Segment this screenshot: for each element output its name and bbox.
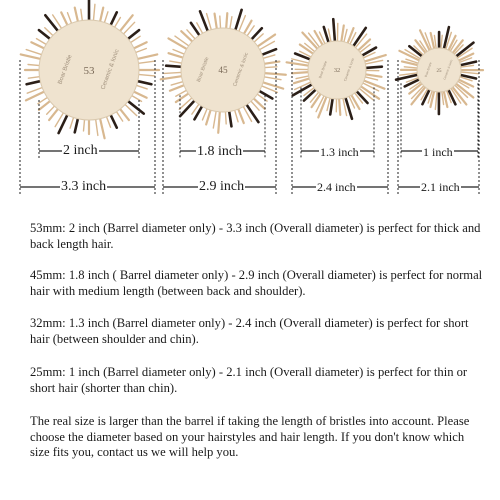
- bristle-tuft: [191, 23, 201, 37]
- bristle-tuft: [243, 21, 252, 36]
- bristle-tuft: [59, 113, 69, 133]
- barrel-size-number: 32: [333, 67, 341, 75]
- bristle-tuft: [93, 4, 95, 22]
- bristle-tuft: [226, 13, 227, 30]
- barrel-engraving: Boar Bristle: [195, 56, 211, 83]
- bristle-tuft: [364, 74, 382, 77]
- bristle-tuft: [459, 72, 479, 74]
- brush-3: [287, 19, 388, 194]
- brush-3-barrel-label: 1.3 inch: [320, 145, 359, 159]
- bristle-tuft: [166, 66, 183, 67]
- bristle-tuft: [339, 97, 340, 115]
- bristle-tuft: [176, 93, 190, 103]
- bristle-tuft: [137, 74, 155, 76]
- barrel-size-number: 45: [218, 65, 228, 76]
- bristle-tuft: [263, 62, 280, 65]
- brush-1-overall-label: 3.3 inch: [61, 179, 107, 194]
- brush-4: [396, 27, 483, 194]
- brush-3-overall-label: 2.4 inch: [317, 180, 356, 194]
- bristle-tuft: [260, 49, 276, 55]
- bristle-tuft: [364, 67, 382, 68]
- barrel-size-number: 25: [436, 68, 442, 74]
- description-45mm: 45mm: 1.8 inch ( Barrel diameter only) - 2.9 inch (Overall diameter) is perfect for normal hair with medium length (between back and shoulder).: [30, 268, 483, 298]
- description-32mm: 32mm: 1.3 inch (Barrel diameter only) - 2.4 inch (Overall diameter) is perfect for short hair (between shoulder and chin).: [30, 316, 469, 346]
- bristle-tuft: [21, 54, 42, 59]
- barrel-size-number: 53: [83, 64, 95, 77]
- bristle-tuft: [238, 107, 244, 123]
- brush-4-barrel-label: 1 inch: [423, 145, 453, 159]
- bristle-tuft: [95, 118, 97, 136]
- bristle-tuft: [170, 85, 186, 91]
- barrel-engraving: Ceramic & Ionic: [442, 59, 454, 81]
- barrel-engraving: Boar Bristle: [57, 54, 74, 86]
- bristle-tuft: [258, 90, 273, 99]
- brush-2-barrel-label: 1.8 inch: [197, 144, 243, 159]
- bristle-tuft: [218, 110, 220, 133]
- bristle-tuft: [333, 19, 335, 43]
- barrel-engraving: Boar Bristle: [318, 60, 328, 79]
- bristle-tuft: [194, 105, 203, 120]
- bristle-tuft: [100, 117, 105, 138]
- brush-4-overall-label: 2.1 inch: [421, 180, 460, 194]
- bristle-tuft: [341, 26, 344, 44]
- size-note: The real size is larger than the barrel if taking the length of bristles into account. Please choose the diameter based on your hairstyles and hair length. If you don't know which size fits you, contact us we will help you.: [30, 414, 470, 459]
- barrel-engraving: Ceramic & Ionic: [232, 51, 250, 88]
- description-53mm: 53mm: 2 inch (Barrel diameter only) - 3.3 inch (Overall diameter) is perfect for thick and back length hair.: [30, 221, 481, 251]
- bristle-tuft: [164, 72, 183, 73]
- bristle-tuft: [330, 97, 333, 115]
- bristle-tuft: [292, 72, 310, 73]
- bristle-tuft: [262, 77, 281, 80]
- bristle-tuft: [258, 41, 274, 50]
- bristle-tuft: [137, 61, 155, 63]
- barrel-engraving: Boar Bristle: [423, 61, 433, 78]
- bristle-tuft: [122, 22, 134, 35]
- brush-2: [161, 10, 286, 194]
- brush-1-barrel-label: 2 inch: [63, 143, 98, 158]
- bristle-tuft: [26, 50, 43, 56]
- bristle-tuft: [229, 110, 232, 127]
- barrel-engraving: Ceramic & Ionic: [100, 48, 121, 91]
- brush-1: [20, 0, 159, 194]
- brush-diagram: [0, 0, 500, 200]
- description-25mm: 25mm: 1 inch (Barrel diameter only) - 2.1 inch (Overall diameter) is perfect for thin or short hair (shorter than chin).: [30, 365, 468, 395]
- bristle-tuft: [215, 14, 218, 31]
- bristle-tuft: [263, 73, 286, 75]
- bristle-tuft: [161, 76, 184, 79]
- bristle-tuft: [213, 109, 216, 128]
- bristle-tuft: [136, 54, 157, 59]
- barrel-engraving: Ceramic & Ionic: [343, 57, 356, 82]
- brush-2-overall-label: 2.9 inch: [199, 179, 245, 194]
- bristle-tuft: [435, 90, 437, 110]
